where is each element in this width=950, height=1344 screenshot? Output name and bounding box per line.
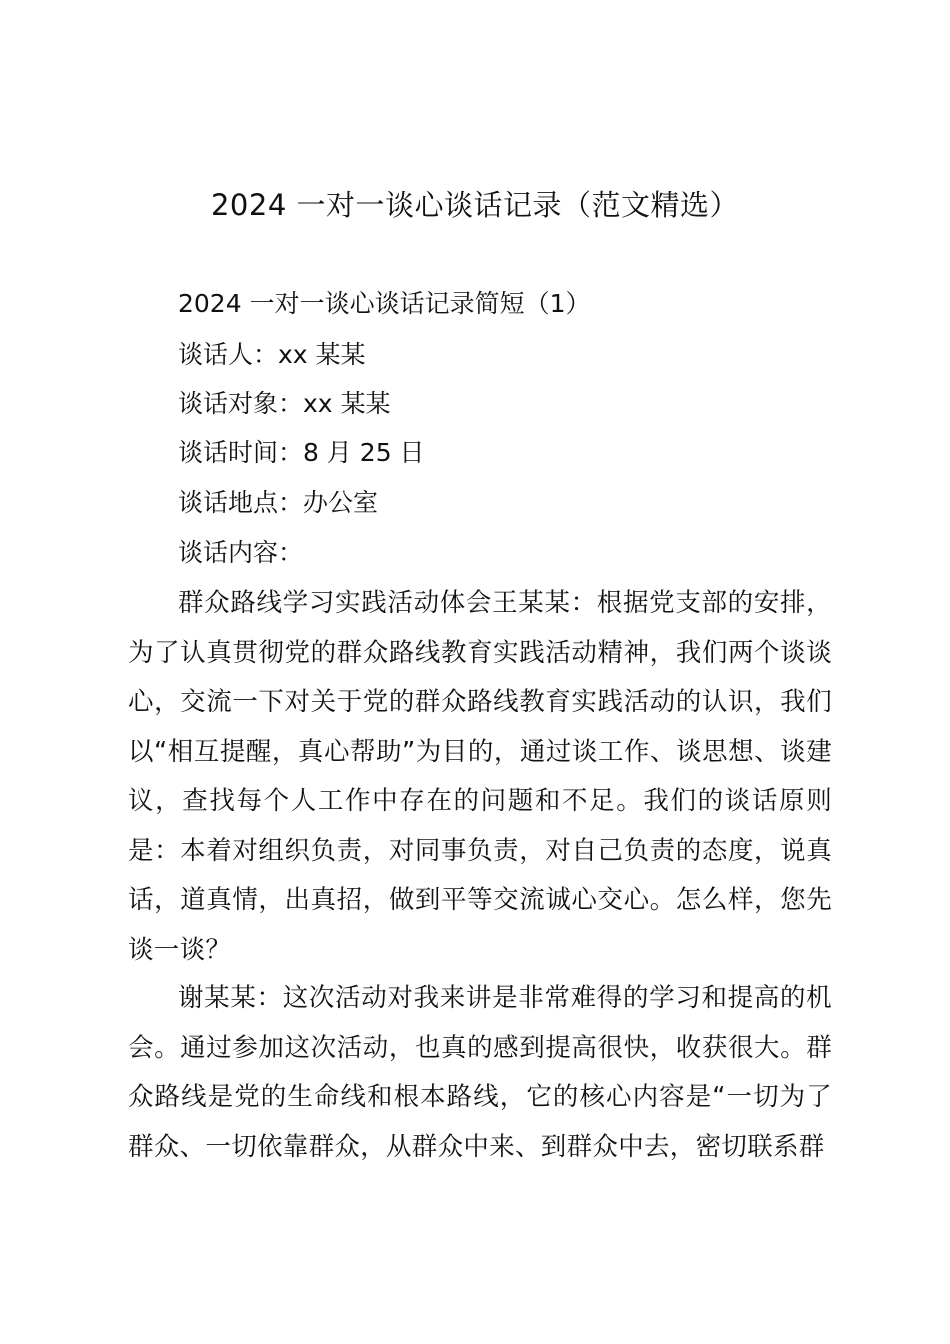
subtitle: 2024 一对一谈心谈话记录简短（1） (178, 289, 591, 318)
target-line: 谈话对象：xx 某某 (178, 389, 391, 418)
paragraph-1: 群众路线学习实践活动体会王某某：根据党支部的安排，为了认真贯彻党的群众路线教育实践活动精神，我们两个谈谈心，交流一下对关于党的群众路线教育实践活动的认识，我们以“相互提醒，真心帮助”为目的，通过谈工作、谈思想、谈建议，查找每个人工作中存在的问题和不足。我们的谈话原则是：本着对组织负责，对同事负责，对自己负责的态度，说真话，道真情，出真招，做到平等交流诚心交心。怎么样，您先谈一谈？ (128, 588, 832, 965)
place-line: 谈话地点：办公室 (178, 488, 379, 517)
document-title: 2024 一对一谈心谈话记录（范文精选） (210, 188, 740, 222)
speaker-line: 谈话人：xx 某某 (178, 340, 366, 369)
content-label: 谈话内容： (178, 538, 304, 567)
paragraph-2: 谢某某：这次活动对我来讲是非常难得的学习和提高的机会。通过参加这次活动，也真的感到提高很快，收获很大。群众路线是党的生命线和根本路线，它的核心内容是“一切为了群众、一切依靠群众，从群众中来、到群众中去，密切联系群 (128, 983, 832, 1162)
time-line: 谈话时间：8 月 25 日 (178, 438, 425, 467)
